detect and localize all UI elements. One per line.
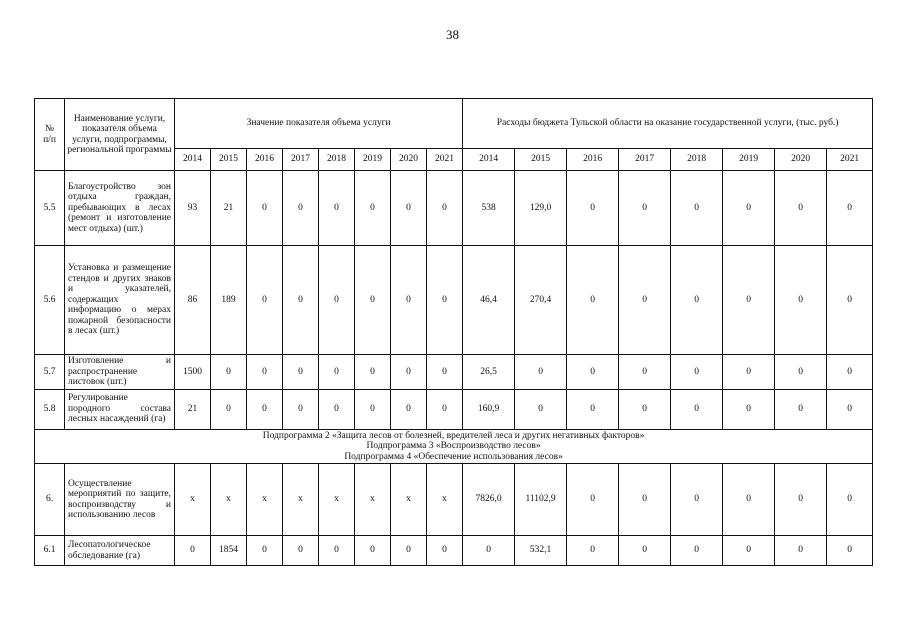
value-cell: 0 bbox=[355, 355, 391, 390]
value-cell: 0 bbox=[355, 536, 391, 566]
value-cell: х bbox=[283, 464, 319, 536]
value-cell: х bbox=[427, 464, 463, 536]
budget-cell: 0 bbox=[619, 389, 671, 429]
year-header-budget: 2019 bbox=[723, 149, 775, 171]
row-name: Регулирование породного состава лесных насаждений (га) bbox=[65, 389, 175, 429]
budget-cell: 0 bbox=[827, 536, 873, 566]
row-number: 5.6 bbox=[35, 246, 65, 355]
budget-cell: 0 bbox=[723, 536, 775, 566]
table-row bbox=[35, 536, 873, 566]
value-cell: 0 bbox=[283, 355, 319, 390]
value-cell: х bbox=[247, 464, 283, 536]
budget-cell: 0 bbox=[827, 355, 873, 390]
year-header-value: 2021 bbox=[427, 149, 463, 171]
value-cell: 21 bbox=[175, 389, 211, 429]
year-header-budget: 2014 bbox=[463, 149, 515, 171]
value-cell: 0 bbox=[283, 246, 319, 355]
value-cell: 86 bbox=[175, 246, 211, 355]
table-row bbox=[35, 246, 873, 355]
value-cell: х bbox=[211, 464, 247, 536]
year-header-value: 2014 bbox=[175, 149, 211, 171]
subprogram-title: Подпрограмма 3 «Воспроизводство лесов» bbox=[366, 441, 541, 451]
year-header-budget: 2021 bbox=[827, 149, 873, 171]
value-cell: х bbox=[319, 464, 355, 536]
budget-cell: 270,4 bbox=[515, 246, 567, 355]
year-header-budget: 2018 bbox=[671, 149, 723, 171]
value-cell: 0 bbox=[391, 355, 427, 390]
value-cell: 0 bbox=[391, 171, 427, 246]
value-cell: 0 bbox=[391, 389, 427, 429]
value-cell: 0 bbox=[319, 171, 355, 246]
value-cell: 0 bbox=[355, 246, 391, 355]
value-cell: 1500 bbox=[175, 355, 211, 390]
value-cell: 0 bbox=[427, 171, 463, 246]
budget-cell: 0 bbox=[827, 464, 873, 536]
year-header-value: 2016 bbox=[247, 149, 283, 171]
value-cell: 0 bbox=[319, 536, 355, 566]
year-header-value: 2017 bbox=[283, 149, 319, 171]
header-num: № п/п bbox=[35, 99, 65, 171]
value-cell: 0 bbox=[319, 355, 355, 390]
budget-cell: 0 bbox=[567, 389, 619, 429]
year-header-budget: 2016 bbox=[567, 149, 619, 171]
budget-cell: 0 bbox=[775, 171, 827, 246]
budget-cell: 0 bbox=[671, 171, 723, 246]
budget-cell: 0 bbox=[619, 536, 671, 566]
budget-cell: 0 bbox=[671, 464, 723, 536]
value-cell: х bbox=[355, 464, 391, 536]
subprogram-title: Подпрограмма 2 «Защита лесов от болезней, вредителей леса и других негативных факторов» bbox=[262, 430, 645, 441]
value-cell: 0 bbox=[211, 389, 247, 429]
value-cell: 21 bbox=[211, 171, 247, 246]
budget-cell: 0 bbox=[567, 464, 619, 536]
value-cell: 0 bbox=[427, 246, 463, 355]
value-cell: 0 bbox=[247, 536, 283, 566]
row-name: Установка и размещение стендов и других знаков и указателей, содержащих информацию о мерах пожарной безопасности в лесах (шт.) bbox=[65, 246, 175, 355]
budget-cell: 0 bbox=[619, 355, 671, 390]
value-cell: 0 bbox=[283, 171, 319, 246]
value-cell: 93 bbox=[175, 171, 211, 246]
row-name: Благоустройство зон отдыха граждан, пребывающих в лесах (ремонт и изготовление мест отдыха) (шт.) bbox=[65, 171, 175, 246]
budget-cell: 0 bbox=[567, 171, 619, 246]
value-cell: 0 bbox=[247, 171, 283, 246]
year-header-budget: 2017 bbox=[619, 149, 671, 171]
value-cell: х bbox=[391, 464, 427, 536]
value-cell: 0 bbox=[283, 389, 319, 429]
budget-cell: 0 bbox=[723, 464, 775, 536]
budget-cell: 0 bbox=[567, 355, 619, 390]
year-header-value: 2020 bbox=[391, 149, 427, 171]
row-number: 5.7 bbox=[35, 355, 65, 390]
value-cell: 0 bbox=[283, 536, 319, 566]
budget-cell: 0 bbox=[567, 246, 619, 355]
value-cell: 0 bbox=[175, 536, 211, 566]
budget-cell: 0 bbox=[515, 389, 567, 429]
row-number: 5.5 bbox=[35, 171, 65, 246]
budget-cell: 0 bbox=[619, 464, 671, 536]
year-header-value: 2018 bbox=[319, 149, 355, 171]
budget-cell: 0 bbox=[827, 246, 873, 355]
page-number: 38 bbox=[446, 27, 459, 42]
value-cell: 0 bbox=[391, 536, 427, 566]
value-cell: 0 bbox=[355, 171, 391, 246]
budget-cell: 0 bbox=[775, 536, 827, 566]
value-cell: 0 bbox=[319, 246, 355, 355]
budget-cell: 0 bbox=[827, 389, 873, 429]
budget-cell: 0 bbox=[775, 464, 827, 536]
value-cell: 0 bbox=[427, 536, 463, 566]
value-cell: 0 bbox=[247, 246, 283, 355]
budget-cell: 0 bbox=[463, 536, 515, 566]
header-value-group: Значение показателя объема услуги bbox=[175, 99, 463, 149]
row-name: Лесопатологическое обследование (га) bbox=[65, 536, 175, 566]
year-header-budget: 2020 bbox=[775, 149, 827, 171]
budget-cell: 0 bbox=[671, 536, 723, 566]
table-row bbox=[35, 355, 873, 390]
budget-cell: 0 bbox=[723, 246, 775, 355]
value-cell: 189 bbox=[211, 246, 247, 355]
subprogram-title: Подпрограмма 4 «Обеспечение использования лесов» bbox=[344, 451, 563, 462]
budget-cell: 0 bbox=[515, 355, 567, 390]
year-header-budget: 2015 bbox=[515, 149, 567, 171]
row-number: 6.1 bbox=[35, 536, 65, 566]
table-row bbox=[35, 389, 873, 429]
budget-cell: 129,0 bbox=[515, 171, 567, 246]
budget-cell: 0 bbox=[671, 355, 723, 390]
budget-cell: 0 bbox=[567, 536, 619, 566]
subprogram-titles bbox=[35, 429, 873, 464]
table-row bbox=[35, 171, 873, 246]
budget-cell: 0 bbox=[775, 389, 827, 429]
budget-cell: 7826,0 bbox=[463, 464, 515, 536]
value-cell: 0 bbox=[427, 355, 463, 390]
row-name: Осуществление мероприятий по защите, воспроизводству и использованию лесов bbox=[65, 464, 175, 536]
row-number: 5.8 bbox=[35, 389, 65, 429]
value-cell: 0 bbox=[427, 389, 463, 429]
value-cell: 0 bbox=[319, 389, 355, 429]
value-cell: 0 bbox=[355, 389, 391, 429]
budget-cell: 0 bbox=[723, 389, 775, 429]
year-header-value: 2015 bbox=[211, 149, 247, 171]
row-number: 6. bbox=[35, 464, 65, 536]
budget-cell: 0 bbox=[723, 355, 775, 390]
budget-cell: 538 bbox=[463, 171, 515, 246]
budget-cell: 0 bbox=[671, 246, 723, 355]
budget-cell: 532,1 bbox=[515, 536, 567, 566]
subprogram-row bbox=[35, 429, 873, 464]
budget-cell: 0 bbox=[775, 246, 827, 355]
value-cell: 0 bbox=[247, 389, 283, 429]
budget-cell: 26,5 bbox=[463, 355, 515, 390]
budget-cell: 0 bbox=[827, 171, 873, 246]
value-cell: 0 bbox=[211, 355, 247, 390]
budget-cell: 0 bbox=[671, 389, 723, 429]
value-cell: 1854 bbox=[211, 536, 247, 566]
budget-cell: 160,9 bbox=[463, 389, 515, 429]
header-name: Наименование услуги, показателя объема услуги, подпрограммы, региональной программы bbox=[65, 99, 175, 171]
year-header-value: 2019 bbox=[355, 149, 391, 171]
budget-cell: 0 bbox=[723, 171, 775, 246]
table-row bbox=[35, 464, 873, 536]
budget-cell: 11102,9 bbox=[515, 464, 567, 536]
services-table bbox=[34, 98, 873, 566]
budget-cell: 46,4 bbox=[463, 246, 515, 355]
value-cell: х bbox=[175, 464, 211, 536]
budget-cell: 0 bbox=[619, 246, 671, 355]
row-name: Изготовление и распространение листовок (шт.) bbox=[65, 355, 175, 390]
budget-cell: 0 bbox=[619, 171, 671, 246]
budget-cell: 0 bbox=[775, 355, 827, 390]
header-budget-group: Расходы бюджета Тульской области на оказание государственной услуги, (тыс. руб.) bbox=[463, 99, 873, 149]
value-cell: 0 bbox=[247, 355, 283, 390]
value-cell: 0 bbox=[391, 246, 427, 355]
